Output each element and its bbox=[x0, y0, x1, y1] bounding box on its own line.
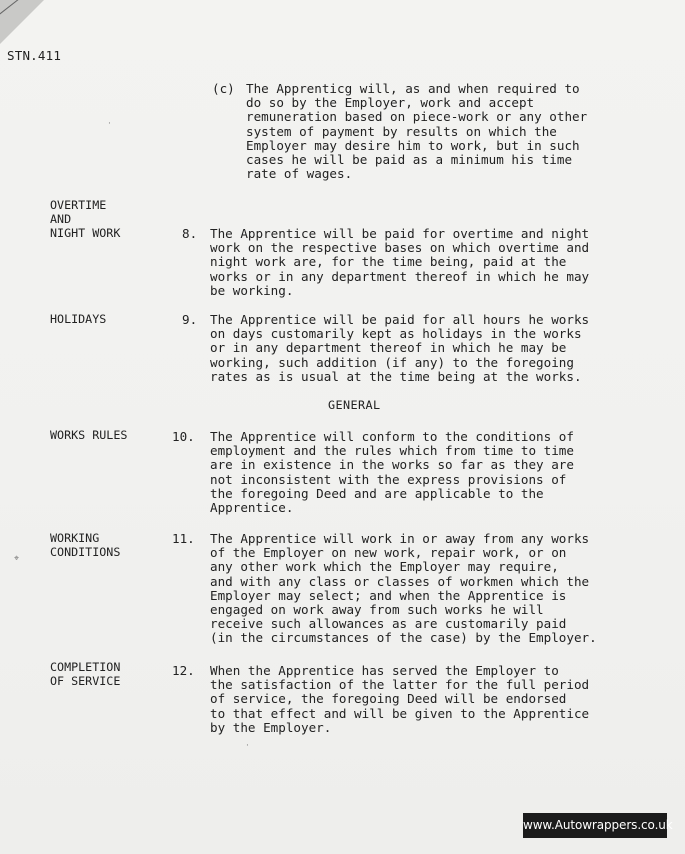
clause-text: The Apprentice will be paid for overtime and night work on the respective bases on which overtime and night work are, for the time being, paid at the works or in any department thereof in which he may be working. bbox=[210, 226, 590, 298]
clause-c bbox=[212, 82, 652, 186]
clause-number: 11. bbox=[172, 531, 195, 546]
clause-text: The Apprenticg will, as and when required to do so by the Employer, work and accept remuneration based on piece-work or any other system of payment by results on which the Employer may desire him to work, but in such cases he will be paid as a minimum his time rate of wages. bbox=[246, 81, 588, 182]
document-reference: STN.411 bbox=[7, 48, 62, 63]
mark-speck: ⌖ bbox=[14, 554, 20, 564]
clause-12 bbox=[172, 664, 668, 738]
clause-number: 12. bbox=[172, 663, 195, 678]
clause-8 bbox=[182, 227, 668, 301]
side-label-working-conditions: WORKING CONDITIONS bbox=[50, 531, 121, 559]
clause-11 bbox=[172, 532, 668, 650]
side-label-overtime: OVERTIME AND NIGHT WORK bbox=[50, 198, 121, 240]
watermark-badge: www.Autowrappers.co.uk bbox=[523, 813, 667, 838]
mark-speck: · bbox=[246, 741, 249, 751]
side-label-completion: COMPLETION OF SERVICE bbox=[50, 660, 121, 688]
clause-text: The Apprentice will conform to the conditions of employment and the rules which from time to time are in existence in the works so far as they are not inconsistent with the express provisions of the foregoing Deed and are applicable to the Apprentice. bbox=[210, 429, 574, 516]
clause-text: The Apprentice will work in or away from any works of the Employer on new work, repair work, or on any other work which the Employer may require, and with any class or classes of workmen which the Employer may select; and when the Apprentice is engaged on work away from such works he will receive such allowances as are customarily paid (in the circumstances of the case) by the Employer. bbox=[210, 531, 597, 646]
clause-text: The Apprentice will be paid for all hours he works on days customarily kept as holidays in the works or in any department thereof in which he may be working, such addition (if any) to the foregoing rates as is usual at the time being at the works. bbox=[210, 312, 590, 384]
clause-number: 9. bbox=[182, 312, 198, 327]
clause-number: 10. bbox=[172, 429, 195, 444]
general-heading: GENERAL bbox=[328, 398, 381, 412]
side-label-holidays: HOLIDAYS bbox=[50, 312, 107, 326]
clause-number: (c) bbox=[212, 81, 235, 96]
clause-text: When the Apprentice has served the Employer to the satisfaction of the latter for the full period of service, the foregoing Deed will be endorsed to that effect and will be given to the Apprentice by the Employer. bbox=[210, 663, 590, 735]
clause-10 bbox=[172, 430, 668, 518]
mark-speck: · bbox=[108, 119, 111, 129]
side-label-works-rules: WORKS RULES bbox=[50, 428, 128, 442]
clause-number: 8. bbox=[182, 226, 198, 241]
clause-9 bbox=[182, 313, 668, 387]
